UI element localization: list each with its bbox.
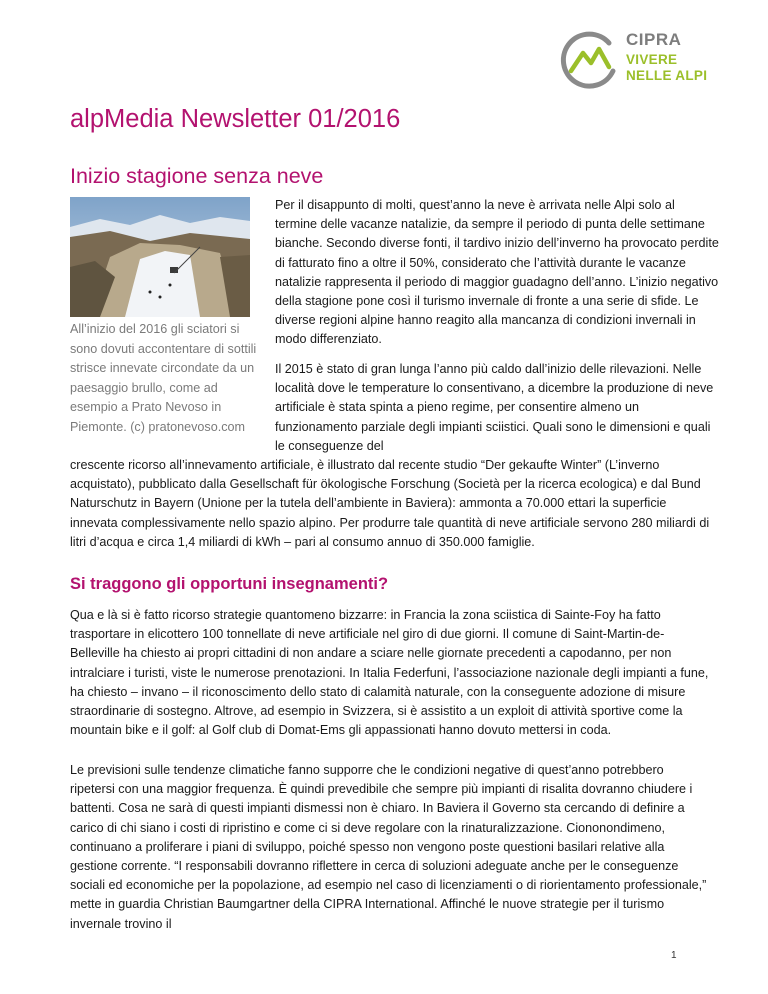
article-subheading: Si traggono gli opportuni insegnamenti? (70, 575, 389, 593)
cipra-mountain-icon (557, 27, 623, 93)
article-paragraph-4: Le previsioni sulle tendenze climatiche fanno supporre che le condizioni negative di quest’anno potrebbero ripetersi con una maggior frequenza. È quindi prevedibile che sempre più impianti di risalita dovranno chiudere i battenti. Cosa ne sarà di questi impianti dismessi non è chiaro. In Baviera il Governo sta cercando di definire a carico di chi siano i costi di ripristino e come ci si deve regolare con la rinaturalizzazione. Ciononondimeno, continuano a proliferare i piani di sviluppo, poiché spesso non vengono poste questioni basilari relative alla gestione corrente. “I responsabili dovranno riflettere in cerca di soluzioni adeguate anche per le conseguenze sociali ed economiche per la popolazione, ad esempio nel caso di licenziamenti o di riorientamento professionale,” mette in guardia Christian Baumgartner della CIPRA International. Affinché le nuove strategie per il turismo invernale trovino il (70, 763, 707, 931)
article-paragraph-1: Per il disappunto di molti, quest’anno la neve è arrivata nelle Alpi solo al termine delle vacanze natalizie, da sempre il periodo di punta delle settimane bianche. Secondo diverse fonti, il tardivo inizio dell’inverno ha provocato perdite di fatturato fino a oltre il 50%, considerato che l’attività durante le vacanze natalizie rappresenta il periodo di maggior guadagno dell’anno. L’inizio negativo della stagione pone così il turismo invernale di fronte a una serie di sfide. Le diverse regioni alpine hanno reagito alla mancanza di condizioni invernali in modo differenziato. (275, 198, 719, 347)
photo-caption: All’inizio del 2016 gli sciatori si sono dovuti accontentare di sottili strisce innevate circondate da un paesaggio brullo, come ad esempio a Prato Nevoso in Piemonte. (c) pratonevoso.com (70, 322, 257, 434)
newsletter-title: alpMedia Newsletter 01/2016 (70, 105, 401, 133)
article-title: Inizio stagione senza neve (70, 164, 324, 188)
logo-text-nelle-alpi: NELLE ALPI (626, 68, 708, 83)
ski-slope-photo (70, 197, 250, 317)
logo-text-cipra: CIPRA (626, 30, 682, 49)
article-paragraph-2-narrow: Il 2015 è stato di gran lunga l’anno più caldo dall’inizio delle rilevazioni. Nelle località dove le temperature lo consentivano, a dicembre la produzione di neve artificiale è stata spinta a pieno regime, per consentire almeno un funzionamento parziale degli impianti sciistici. Quali sono le dimensioni e quali le conseguenze del (275, 362, 714, 453)
cipra-logo (557, 27, 717, 93)
page-number: 1 (671, 950, 677, 961)
logo-text-vivere: VIVERE (626, 52, 678, 67)
article-paragraph-2-wide: crescente ricorso all’innevamento artificiale, è illustrato dal recente studio “Der gekaufte Winter” (L’inverno acquistato), pubblicato dalla Gesellschaft für ökologische Forschung (Società per la ricerca ecologica) e dal Bund Naturschutz in Bayern (Unione per la tutela dell’ambiente in Baviera): ammonta a 70.000 ettari la superficie innevata complessivamente nello spazio alpino. Per produrre tale quantità di neve artificiale servono 280 miliardi di litri d’acqua e circa 1,4 miliardi di kWh – pari al consumo annuo di 350.000 famiglie. (70, 458, 710, 549)
article-paragraph-3: Qua e là si è fatto ricorso strategie quantomeno bizzarre: in Francia la zona sciistica di Sainte-Foy ha fatto trasportare in elicottero 100 tonnellate di neve artificiale nel giro di due giorni. Il comune di Saint-Martin-de-Belleville ha chiesto ai propri cittadini di non andare a sciare nelle giornate precedenti a capodanno, per non intralciare i turisti, viste le numerose prenotazioni. In Italia Federfuni, l’associazione nazionale degli impianti a fune, ha chiesto – invano – il riconoscimento dello stato di calamità naturale, con la conseguente adozione di misure straordinarie di sostegno. Altrove, ad esempio in Svizzera, si è assistito a un exploit di attività sportive come la mountain bike e il golf: al Golf club di Domat-Ems gli appassionati hanno dovuto mettersi in coda. (70, 608, 709, 738)
